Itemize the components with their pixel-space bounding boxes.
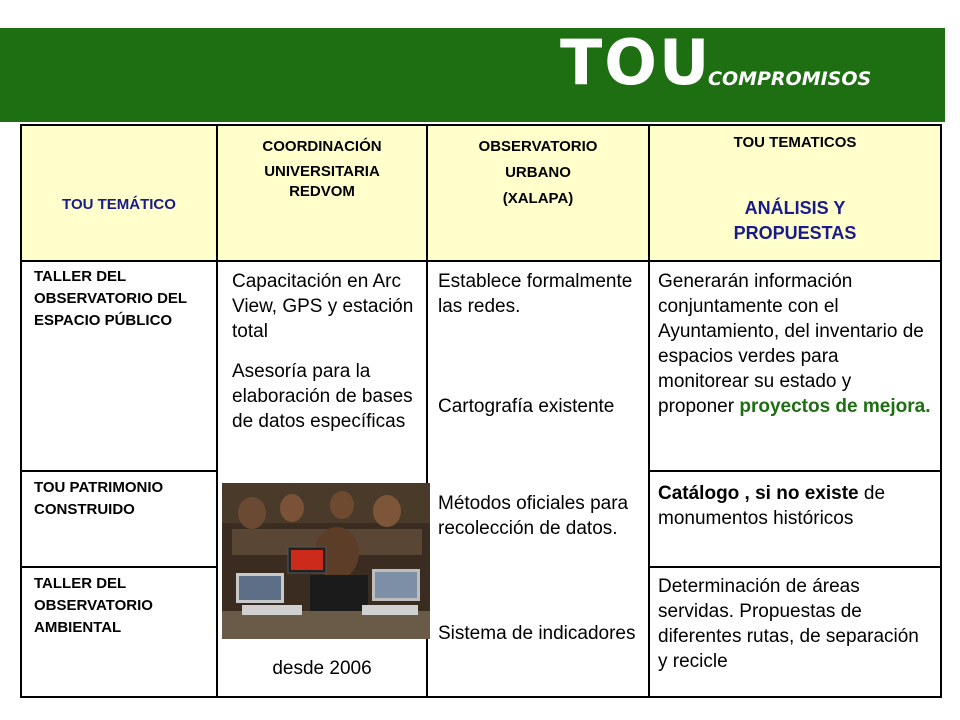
column-divider	[648, 126, 650, 696]
header-divider	[22, 260, 940, 262]
commitments-table	[20, 124, 942, 698]
header-coordination-line2: UNIVERSITARIA	[264, 163, 380, 180]
header-cell-analysis	[650, 126, 940, 260]
classroom-photo	[222, 483, 430, 639]
observatory-cartography: Cartografía existente	[438, 396, 615, 417]
row-divider	[650, 470, 940, 472]
row-label-heritage: TOU PATRIMONIO CONSTRUIDO	[34, 479, 164, 518]
coordination-since: desde 2006	[272, 658, 372, 679]
header-cell-observatory	[428, 126, 648, 260]
header-cell-theme	[22, 126, 216, 260]
header-observatory-line3: (XALAPA)	[502, 190, 574, 207]
header-analysis-line1: TOU TEMATICOS	[733, 134, 857, 151]
analysis-catalog: Catálogo , si no existe	[658, 483, 859, 504]
row-divider	[650, 566, 940, 568]
row-label-public-space: TALLER DEL OBSERVATORIO DEL ESPACIO PÚBLICO	[34, 268, 187, 329]
analysis-environment: Determinación de áreas servidas. Propuestas de diferentes rutas, de separación y recicle	[658, 576, 919, 672]
observatory-indicators: Sistema de indicadores	[438, 623, 636, 644]
coordination-training: Capacitación en Arc View, GPS y estación total	[232, 271, 414, 342]
observatory-networks: Establece formalmente las redes.	[438, 271, 633, 317]
analysis-heritage-text: de monumentos históricos	[658, 483, 886, 529]
row-divider	[22, 470, 218, 472]
observatory-methods: Métodos oficiales para recolección de datos.	[438, 493, 629, 539]
analysis-public-space	[658, 269, 932, 419]
slide-subtitle: COMPROMISOS	[708, 68, 872, 90]
header-cell-coordination	[218, 126, 426, 260]
column-divider	[216, 126, 218, 696]
header-observatory-line2: URBANO	[505, 164, 571, 181]
row-divider	[22, 566, 218, 568]
coordination-advice: Asesoría para la elaboración de bases de datos específicas	[232, 361, 413, 432]
row-label-environment: TALLER DEL OBSERVATORIO AMBIENTAL	[34, 575, 153, 636]
slide-title: TOU	[560, 26, 712, 99]
header-analysis-line2: ANÁLISIS Y PROPUESTAS	[733, 198, 857, 243]
header-coordination-line1: COORDINACIÓN	[262, 138, 382, 155]
header-coordination-line3: REDVOM	[289, 183, 355, 200]
analysis-public-space-text: Generarán información conjuntamente con el Ayuntamiento, del inventario de espacios verdes para monitorear su estado y proponer	[658, 271, 924, 417]
analysis-heritage	[658, 481, 932, 531]
header-observatory-line1: OBSERVATORIO	[478, 138, 598, 155]
analysis-improvement-projects: proyectos de mejora.	[739, 396, 931, 417]
header-theme-label: TOU TEMÁTICO	[62, 196, 176, 213]
